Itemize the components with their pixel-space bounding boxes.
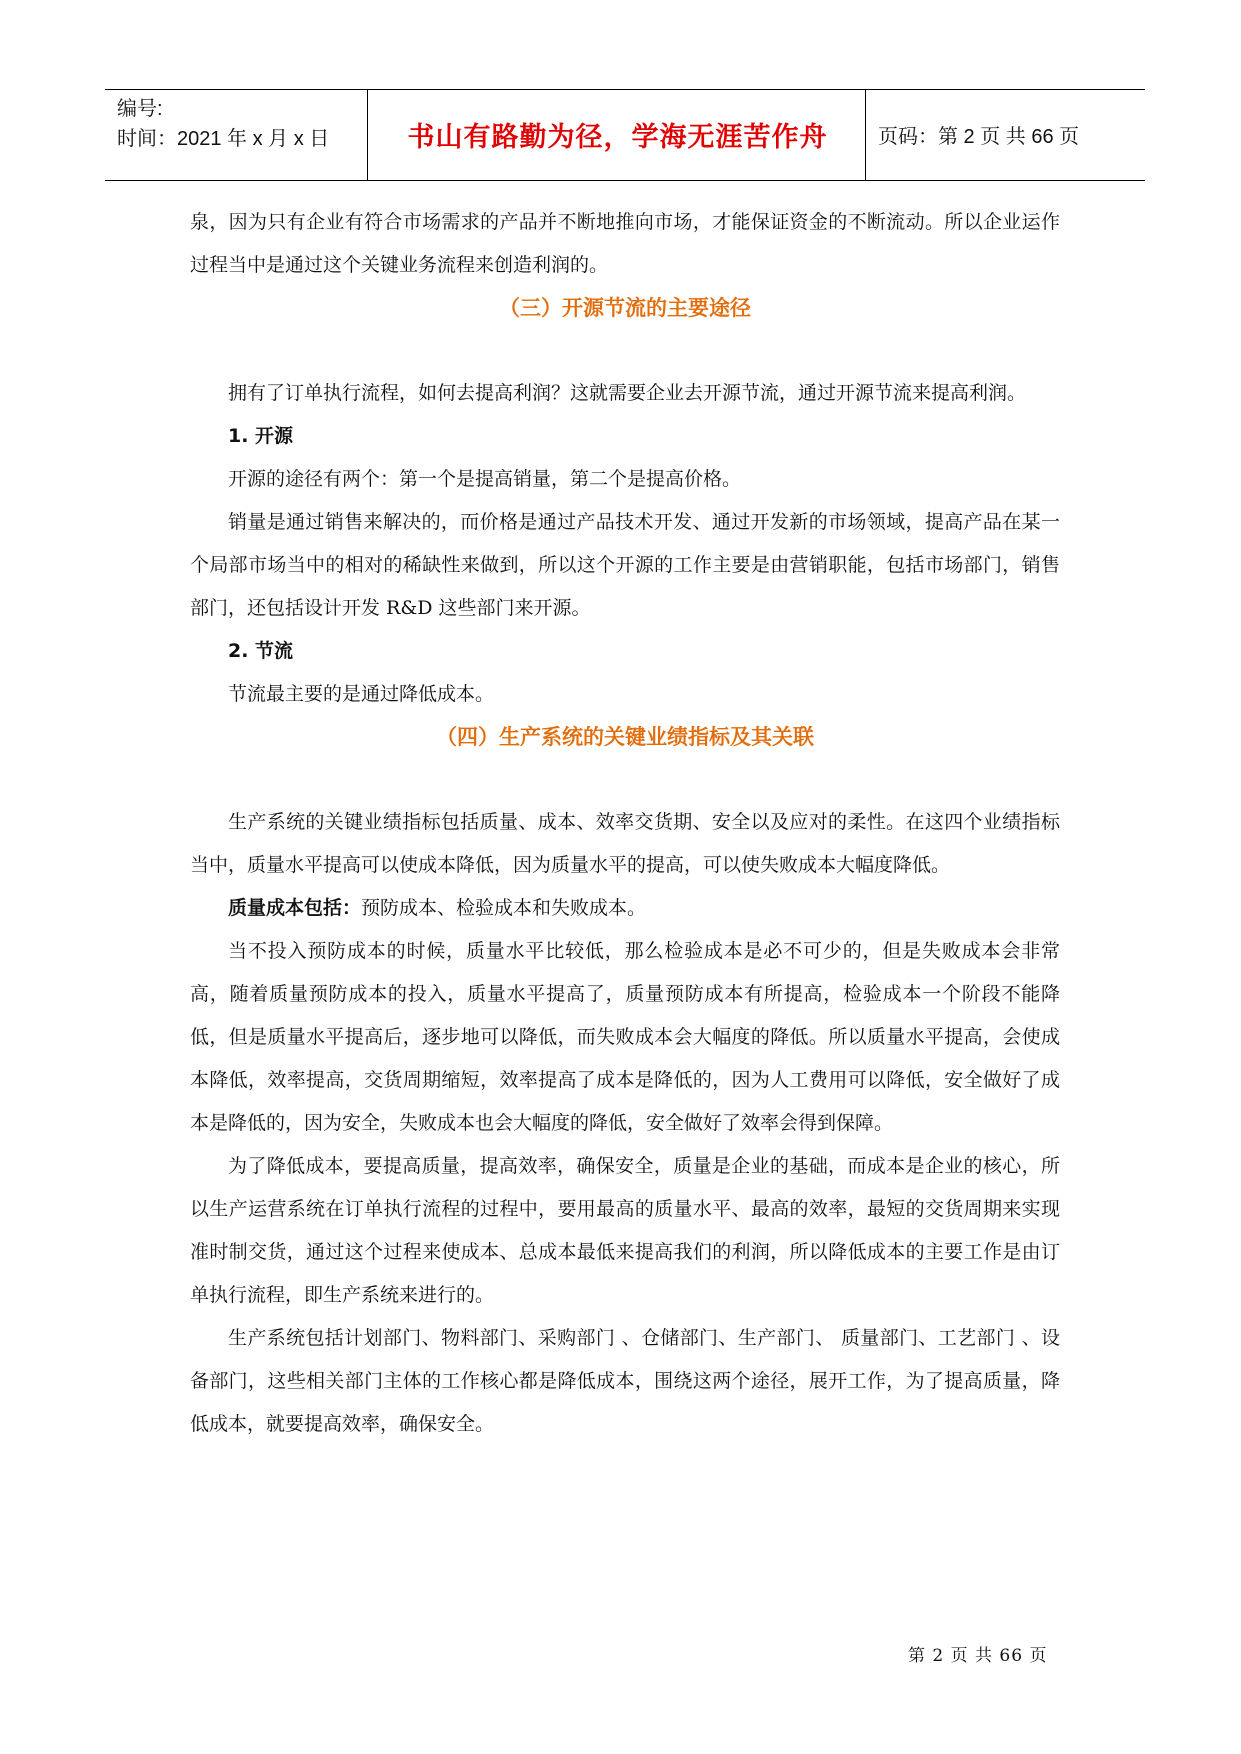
- paragraph-prevention-cost: 当不投入预防成本的时候，质量水平比较低，那么检验成本是必不可少的，但是失败成本会非常高，随着质量预防成本的投入，质量水平提高了，质量预防成本有所提高，检验成本一个阶段不能降低，但是质量水平提高后，逐步地可以降低，而失败成本会大幅度的降低。所以质量水平提高，会使成本降低，效率提高，交货周期缩短，效率提高了成本是降低的，因为人工费用可以降低，安全做好了成本是降低的，因为安全，失败成本也会大幅度的降低，安全做好了效率会得到保障。: [190, 940, 1060, 1134]
- paragraph-quality-cost: [190, 887, 1060, 930]
- paragraph-kpi: 生产系统的关键业绩指标包括质量、成本、效率交货期、安全以及应对的柔性。在这四个业绩指标当中，质量水平提高可以使成本降低，因为质量水平的提高，可以使失败成本大幅度降低。: [190, 811, 1060, 876]
- quality-cost-lead: 质量成本包括：: [228, 897, 362, 919]
- paragraph-production-departments: 生产系统包括计划部门、物料部门、采购部门 、仓储部门、生产部门、 质量部门、工艺部门 、设备部门，这些相关部门主体的工作核心都是降低成本，围绕这两个途径，展开工作，为了提高质量，降低成本，就要提高效率，确保安全。: [190, 1327, 1060, 1435]
- subheading-open-source: 1. 开源: [228, 425, 294, 447]
- section-title-4: （四）生产系统的关键业绩指标及其关联: [436, 725, 814, 749]
- section-title-3: （三）开源节流的主要途径: [499, 296, 751, 320]
- quality-cost-items: 预防成本、检验成本和失败成本。: [361, 897, 647, 919]
- paragraph-open-source-ways: 开源的途径有两个：第一个是提高销量，第二个是提高价格。: [228, 468, 742, 490]
- header-meta: [117, 94, 367, 154]
- document-body: [190, 201, 1060, 1446]
- header-divider-right: [865, 90, 866, 180]
- paragraph-reduce-cost-core: 为了降低成本，要提高质量，提高效率，确保安全，质量是企业的基础，而成本是企业的核心，所以生产运营系统在订单执行流程的过程中，要用最高的质量水平、最高的效率，最短的交货周期来实现准时制交货，通过这个过程来使成本、总成本最低来提高我们的利润，所以降低成本的主要工作是由订单执行流程，即生产系统来进行的。: [190, 1155, 1060, 1306]
- subheading-reduce-cost: 2. 节流: [228, 640, 294, 662]
- paragraph-reduce-cost: 节流最主要的是通过降低成本。: [228, 683, 495, 705]
- header-divider-left: [367, 90, 368, 180]
- paragraph-sales-price: 销量是通过销售来解决的，而价格是通过产品技术开发、通过开发新的市场领域，提高产品在某一个局部市场当中的相对的稀缺性来做到，所以这个开源的工作主要是由营销职能，包括市场部门，销售部门，还包括设计开发 R&D 这些部门来开源。: [190, 511, 1060, 619]
- header-motto: 书山有路勤为径，学海无涯苦作舟: [407, 122, 828, 153]
- paragraph-open-source-intro: 拥有了订单执行流程，如何去提高利润？这就需要企业去开源节流，通过开源节流来提高利润。: [228, 382, 1027, 404]
- paragraph-intro: 泉，因为只有企业有符合市场需求的产品并不断地推向市场，才能保证资金的不断流动。所以企业运作过程当中是通过这个关键业务流程来创造利润的。: [190, 211, 1060, 276]
- document-number-label: 编号:: [117, 98, 163, 120]
- section-spacer: [190, 330, 1060, 372]
- document-time-label: 时间：2021 年 x 月 x 日: [117, 128, 330, 150]
- page-footer: 第 2 页 共 66 页: [908, 1646, 1048, 1666]
- page-header: [105, 89, 1145, 181]
- header-page-number: 页码：第 2 页 共 66 页: [878, 126, 1080, 148]
- section-spacer: [190, 759, 1060, 801]
